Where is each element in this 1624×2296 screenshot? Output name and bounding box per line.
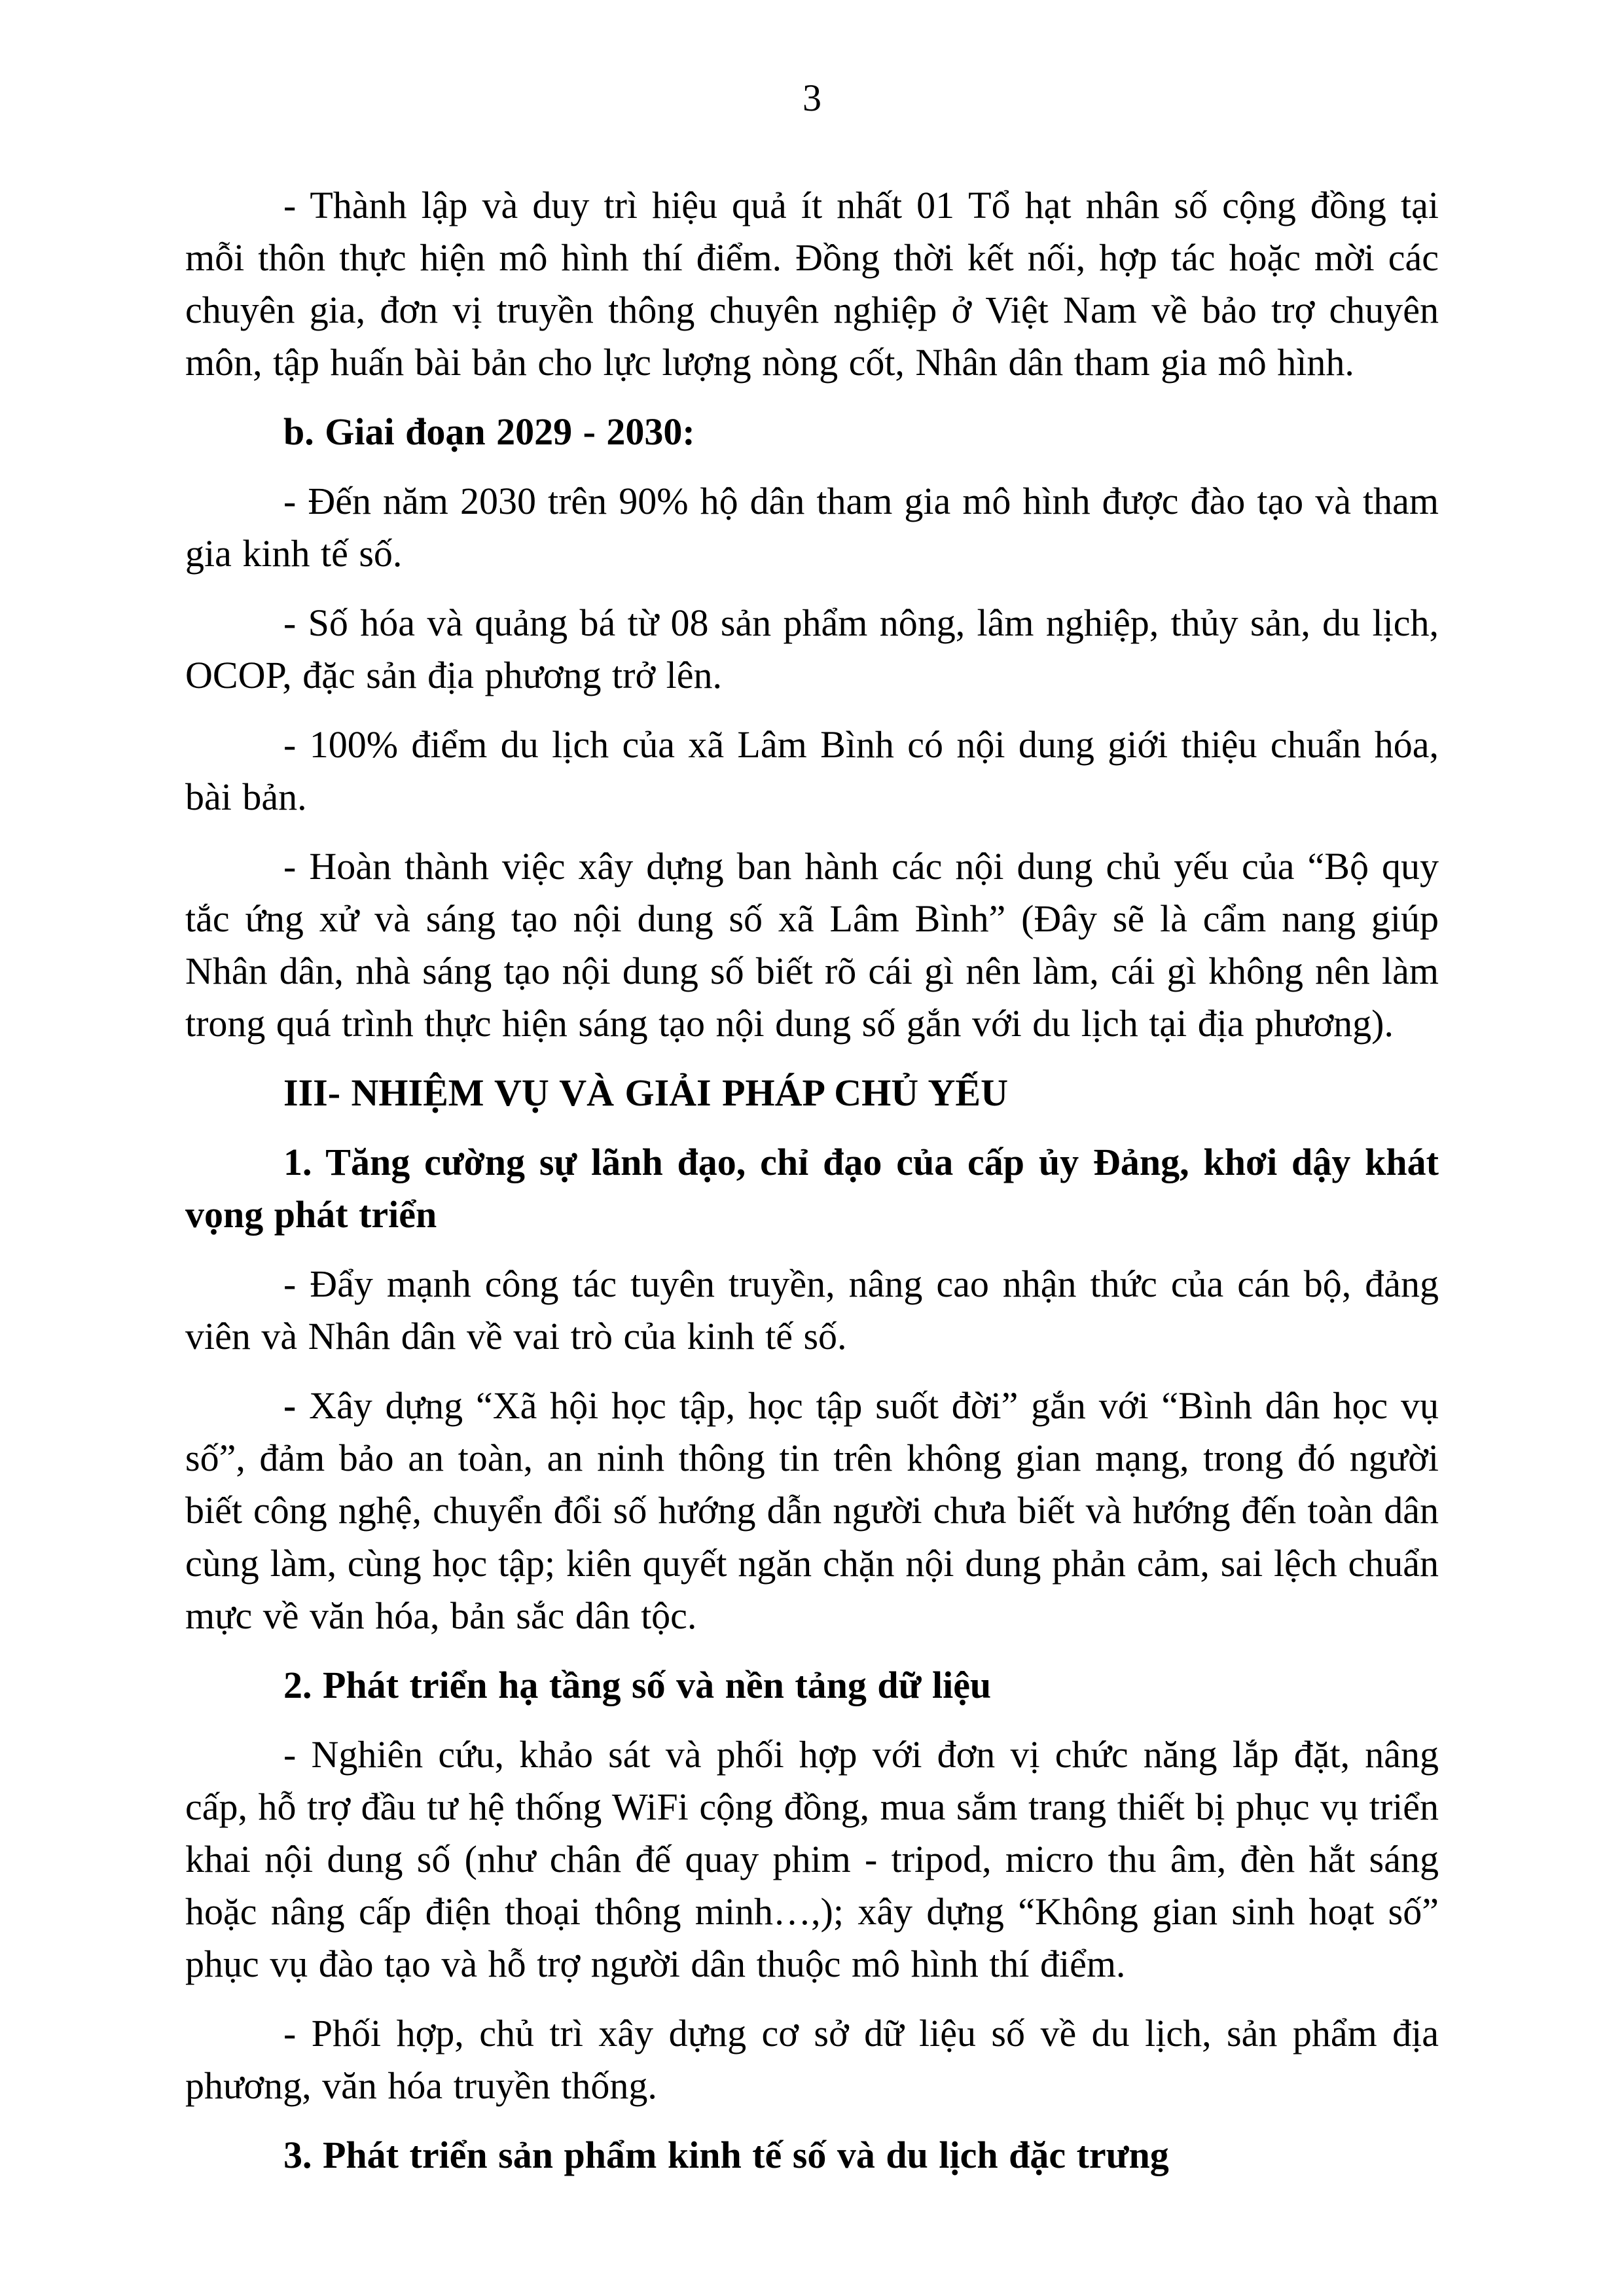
paragraph: - Hoàn thành việc xây dựng ban hành các nội dung chủ yếu của “Bộ quy tắc ứng xử và sáng tạo nội dung số xã Lâm Bình” (Đây sẽ là cẩm nang giúp Nhân dân, nhà sáng tạo nội dung số biết rõ cái gì nên làm, cái gì không nên làm trong quá trình thực hiện sáng tạo nội dung số gắn với du lịch tại địa phương). bbox=[185, 845, 1439, 1045]
section-heading: III- NHIỆM VỤ VÀ GIẢI PHÁP CHỦ YẾU bbox=[283, 1071, 1008, 1115]
section-heading: 1. Tăng cường sự lãnh đạo, chỉ đạo của cấp ủy Đảng, khơi dậy khát vọng phát triển bbox=[185, 1141, 1439, 1236]
document-body bbox=[185, 179, 1439, 2181]
paragraph: - Số hóa và quảng bá từ 08 sản phẩm nông, lâm nghiệp, thủy sản, du lịch, OCOP, đặc sản địa phương trở lên. bbox=[185, 601, 1439, 697]
paragraph: - Phối hợp, chủ trì xây dựng cơ sở dữ liệu số về du lịch, sản phẩm địa phương, văn hóa truyền thống. bbox=[185, 2011, 1439, 2107]
paragraph: - Đến năm 2030 trên 90% hộ dân tham gia mô hình được đào tạo và tham gia kinh tế số. bbox=[185, 479, 1439, 575]
page-number: 3 bbox=[803, 77, 821, 119]
paragraph-lead-dash: - bbox=[283, 1384, 297, 1427]
section-heading: b. Giai đoạn 2029 - 2030: bbox=[283, 410, 695, 453]
paragraph: - 100% điểm du lịch của xã Lâm Bình có nội dung giới thiệu chuẩn hóa, bài bản. bbox=[185, 723, 1439, 819]
paragraph: - Xây dựng “Xã hội học tập, học tập suốt đời” gắn với “Bình dân học vụ số”, đảm bảo an toàn, an ninh thông tin trên không gian mạng, trong đó người biết công nghệ, chuyển đổi số hướng dẫn người chưa biết và hướng đến toàn dân cùng làm, cùng học tập; kiên quyết ngăn chặn nội dung phản cảm, sai lệch chuẩn mực về văn hóa, bản sắc dân tộc. bbox=[185, 1384, 1439, 1637]
paragraph: - Thành lập và duy trì hiệu quả ít nhất 01 Tổ hạt nhân số cộng đồng tại mỗi thôn thực hiện mô hình thí điểm. Đồng thời kết nối, hợp tác hoặc mời các chuyên gia, đơn vị truyền thông chuyên nghiệp ở Việt Nam về bảo trợ chuyên môn, tập huấn bài bản cho lực lượng nòng cốt, Nhân dân tham gia mô hình. bbox=[185, 183, 1439, 384]
section-heading: 2. Phát triển hạ tầng số và nền tảng dữ liệu bbox=[283, 1663, 992, 1706]
paragraph: - Đẩy mạnh công tác tuyên truyền, nâng cao nhận thức của cán bộ, đảng viên và Nhân dân về vai trò của kinh tế số. bbox=[185, 1263, 1439, 1358]
section-heading: 3. Phát triển sản phẩm kinh tế số và du lịch đặc trưng bbox=[283, 2133, 1169, 2176]
paragraph: - Nghiên cứu, khảo sát và phối hợp với đơn vị chức năng lắp đặt, nâng cấp, hỗ trợ đầu tư hệ thống WiFi cộng đồng, mua sắm trang thiết bị phục vụ triển khai nội dung số (như chân đế quay phim - tripod, micro thu âm, đèn hắt sáng hoặc nâng cấp điện thoại thông minh…,); xây dựng “Không gian sinh hoạt số” phục vụ đào tạo và hỗ trợ người dân thuộc mô hình thí điểm. bbox=[185, 1732, 1439, 1985]
